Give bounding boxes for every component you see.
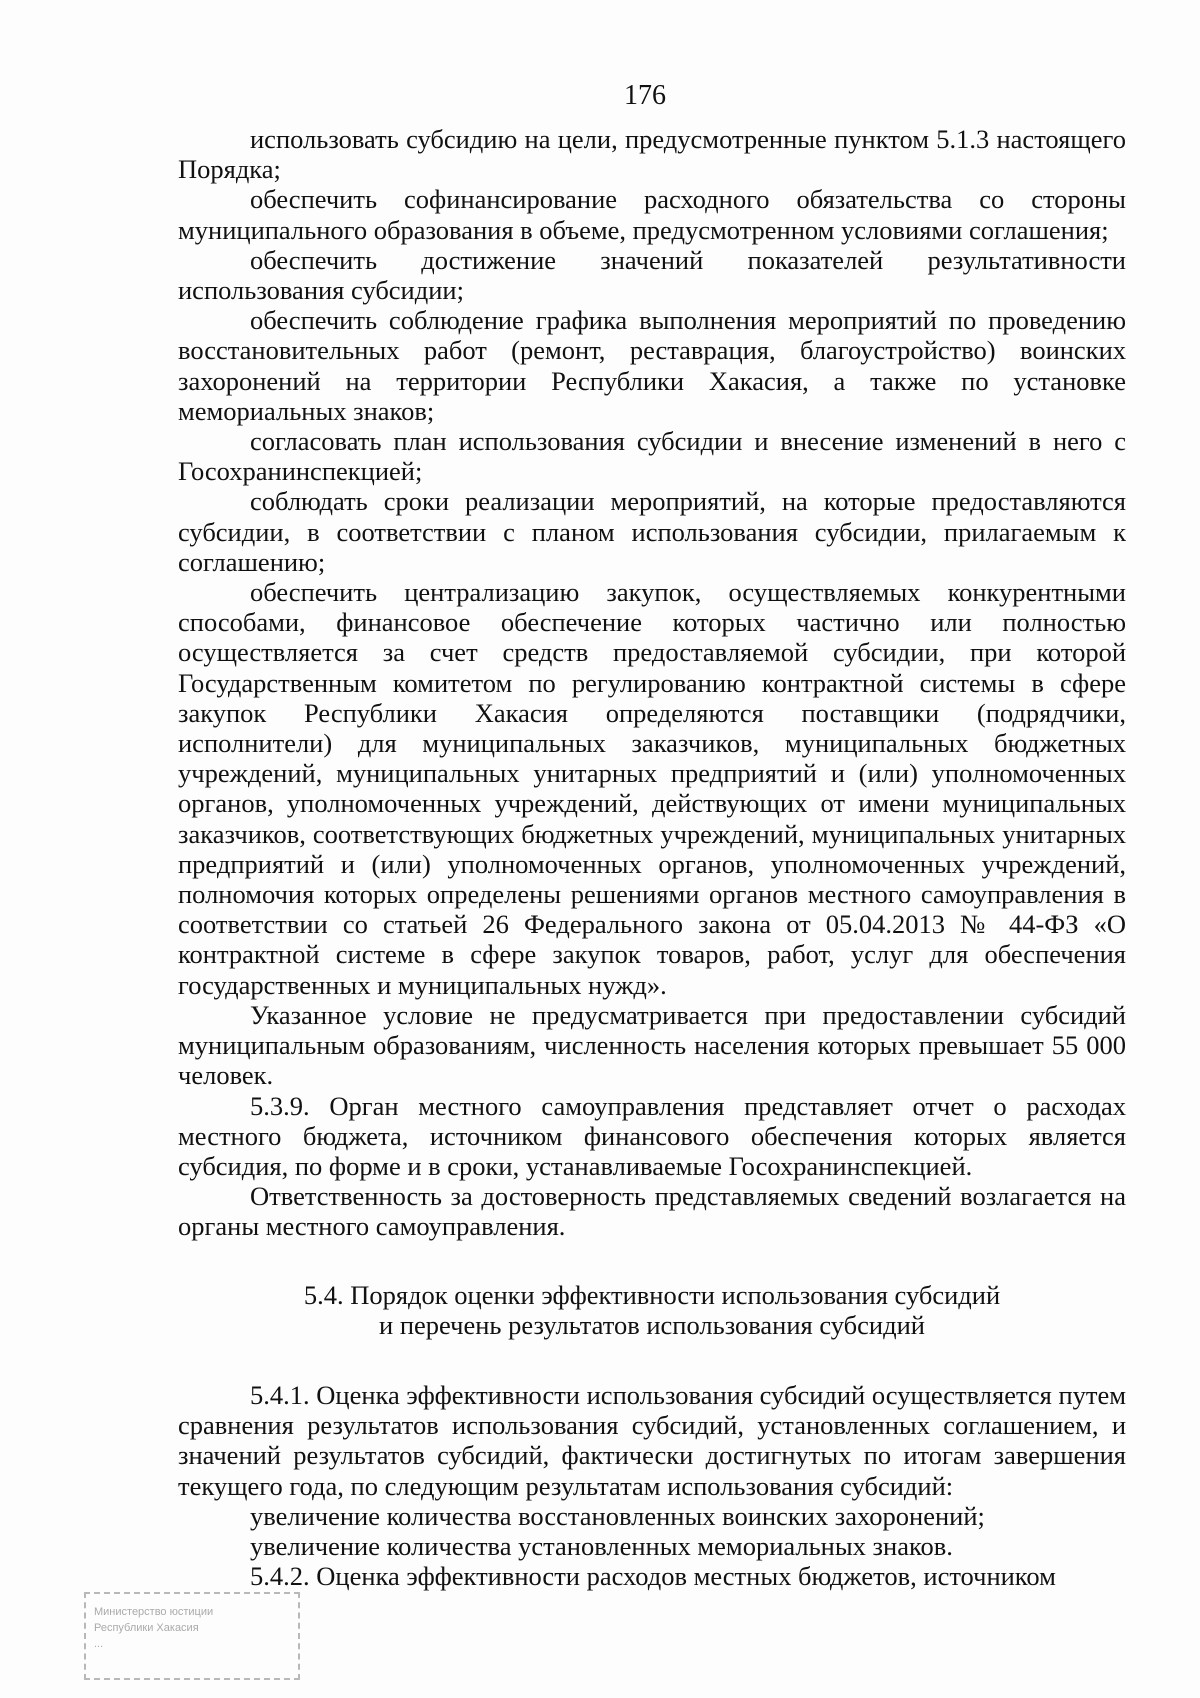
- paragraph: обеспечить достижение значений показателей результативности использования субсидии;: [178, 244, 1126, 306]
- paragraph: Указанное условие не предусматривается при предоставлении субсидий муниципальным образованиям, численность населения которых превышает 55 000 человек.: [178, 999, 1126, 1091]
- page-number: 176: [624, 80, 666, 111]
- paragraph: обеспечить соблюдение графика выполнения мероприятий по проведению восстановительных работ (ремонт, реставрация, благоустройство) воинских захоронений на территории Республики Хакасия, а также по установке мемориальных знаков;: [178, 305, 1126, 426]
- paragraph: обеспечить централизацию закупок, осуществляемых конкурентными способами, финансовое обеспечение которых частично или полностью осуществляется за счет средств предоставляемой субсидии, при которой Государственным комитетом по регулированию контрактной системы в сфере закупок Республики Хакасия определяются поставщики (подрядчики, исполнители) для муниципальных заказчиков, муниципальных бюджетных учреждений, муниципальных унитарных предприятий и (или) уполномоченных органов, уполномоченных учреждений, действующих от имени муниципальных заказчиков, соответствующих бюджетных учреждений, муниципальных унитарных предприятий и (или) уполномоченных органов, уполномоченных учреждений, полномочия которых определены решениями органов местного самоуправления в соответствии со статьей 26 Федерального закона от 05.04.2013 № 44-ФЗ «О контрактной системе в сфере закупок товаров, работ, услуг для обеспечения государственных и муниципальных нужд».: [178, 577, 1126, 1000]
- paragraph: Ответственность за достоверность представляемых сведений возлагается на органы местного самоуправления.: [178, 1181, 1126, 1242]
- section-heading-line: и перечень результатов использования субсидий: [379, 1309, 925, 1340]
- paragraph: 5.4.2. Оценка эффективности расходов местных бюджетов, источником: [250, 1561, 1056, 1592]
- registration-stamp: [84, 1592, 300, 1680]
- paragraph: 5.3.9. Орган местного самоуправления представляет отчет о расходах местного бюджета, источником финансового обеспечения которых является субсидия, по форме и в сроки, устанавливаемые Госохранинспекцией.: [178, 1090, 1126, 1181]
- document-body: [178, 124, 1126, 1591]
- paragraph: использовать субсидию на цели, предусмотренные пунктом 5.1.3 настоящего Порядка;: [178, 124, 1126, 185]
- section-heading-line: 5.4. Порядок оценки эффективности использования субсидий: [303, 1279, 1001, 1310]
- paragraph: обеспечить софинансирование расходного обязательства со стороны муниципального образования в объеме, предусмотренном условиями соглашения;: [178, 184, 1126, 245]
- stamp-line: Министерство юстиции: [94, 1606, 214, 1618]
- stamp-line: Республики Хакасия: [94, 1622, 199, 1634]
- paragraph: 5.4.1. Оценка эффективности использования субсидий осуществляется путем сравнения результатов использования субсидий, установленных соглашением, и значений результатов субсидий, фактически достигнутых по итогам завершения текущего года, по следующим результатам использования субсидий:: [178, 1379, 1126, 1501]
- section-heading: [178, 1280, 1126, 1340]
- paragraph: увеличение количества восстановленных воинских захоронений;: [250, 1500, 985, 1531]
- paragraph: согласовать план использования субсидии и внесение изменений в него с Госохранинспекцией;: [178, 426, 1126, 487]
- paragraph: соблюдать сроки реализации мероприятий, на которые предоставляются субсидии, в соответствии с планом использования субсидии, прилагаемым к соглашению;: [178, 486, 1126, 577]
- stamp-line: ...: [94, 1638, 104, 1650]
- paragraph: увеличение количества установленных мемориальных знаков.: [250, 1530, 953, 1561]
